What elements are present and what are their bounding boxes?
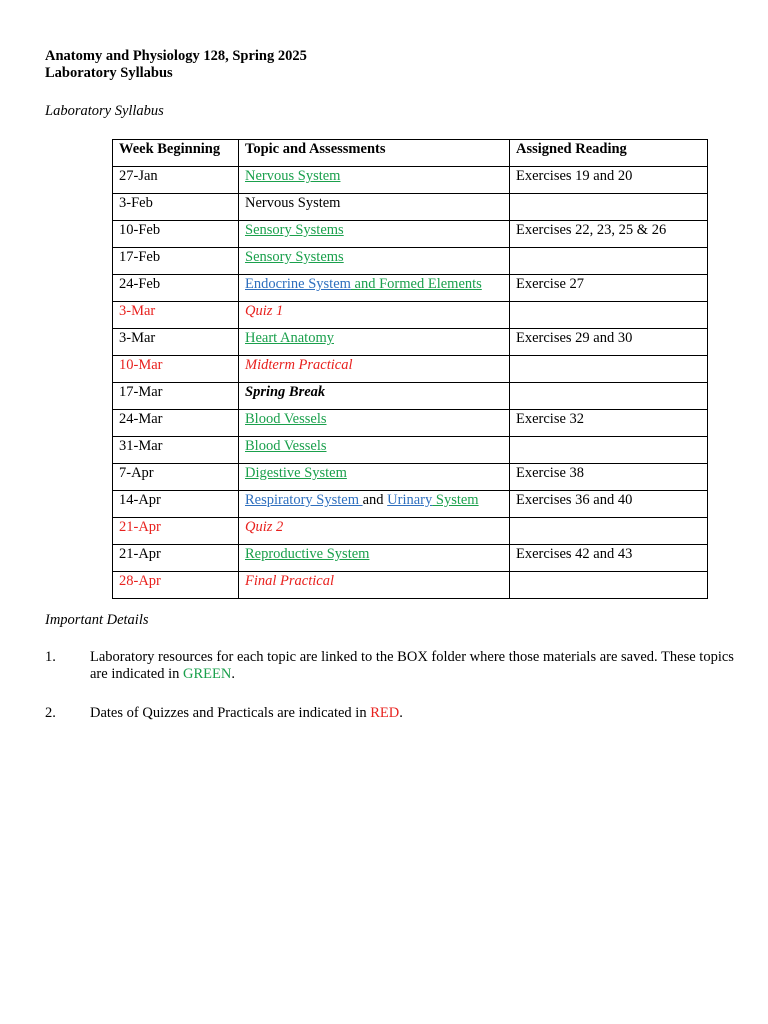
topic-link[interactable]: Blood Vessels	[245, 438, 327, 454]
week-cell: 24-Mar	[113, 410, 239, 437]
table-row	[113, 329, 708, 356]
week-cell: 28-Apr	[113, 572, 239, 599]
reading-cell	[510, 383, 708, 410]
table-row	[113, 572, 708, 599]
red-keyword: RED	[370, 705, 400, 721]
reading-cell: Exercises 19 and 20	[510, 167, 708, 194]
topic-cell: Quiz 1	[239, 302, 510, 329]
table-header-row	[113, 140, 708, 167]
topic-link-urinary[interactable]: Urinary	[387, 492, 433, 508]
week-cell: 21-Apr	[113, 518, 239, 545]
week-cell: 7-Apr	[113, 464, 239, 491]
column-header-reading: Assigned Reading	[510, 140, 708, 167]
week-cell: 3-Feb	[113, 194, 239, 221]
reading-cell: Exercises 36 and 40	[510, 491, 708, 518]
topic-cell	[239, 410, 510, 437]
topic-cell: Midterm Practical	[239, 356, 510, 383]
list-item	[45, 705, 735, 722]
details-title: Important Details	[45, 612, 149, 628]
topic-connector: and	[362, 492, 388, 508]
topic-cell	[239, 248, 510, 275]
topic-link[interactable]: Blood Vessels	[245, 411, 327, 427]
table-row	[113, 437, 708, 464]
topic-link-urinary-system[interactable]: System	[432, 492, 479, 508]
topic-link-formed-elements[interactable]: and Formed Elements	[350, 276, 482, 292]
list-item	[45, 649, 735, 683]
topic-cell	[239, 464, 510, 491]
reading-cell	[510, 437, 708, 464]
column-header-week: Week Beginning	[113, 140, 239, 167]
table-row	[113, 302, 708, 329]
reading-cell	[510, 302, 708, 329]
week-cell: 17-Mar	[113, 383, 239, 410]
topic-cell: Quiz 2	[239, 518, 510, 545]
reading-cell	[510, 518, 708, 545]
topic-link[interactable]: Heart Anatomy	[245, 330, 334, 346]
reading-cell: Exercises 42 and 43	[510, 545, 708, 572]
week-cell: 21-Apr	[113, 545, 239, 572]
table-row	[113, 275, 708, 302]
list-text: Laboratory resources for each topic are linked to the BOX folder where those materials are saved. These topics are indicated in GREEN.	[90, 649, 734, 682]
reading-cell	[510, 572, 708, 599]
week-cell: 10-Feb	[113, 221, 239, 248]
table-row	[113, 383, 708, 410]
document-subtitle: Laboratory Syllabus	[45, 65, 173, 81]
syllabus-table	[112, 139, 708, 599]
course-title: Anatomy and Physiology 128, Spring 2025	[45, 48, 307, 64]
topic-cell	[239, 491, 510, 518]
topic-link-respiratory[interactable]: Respiratory System	[245, 492, 363, 508]
week-cell: 31-Mar	[113, 437, 239, 464]
reading-cell: Exercise 38	[510, 464, 708, 491]
week-cell: 14-Apr	[113, 491, 239, 518]
reading-cell	[510, 356, 708, 383]
topic-cell: Nervous System	[239, 194, 510, 221]
list-number: 2.	[45, 705, 56, 721]
table-row	[113, 464, 708, 491]
table-row	[113, 491, 708, 518]
table-row	[113, 221, 708, 248]
week-cell: 3-Mar	[113, 302, 239, 329]
topic-cell: Final Practical	[239, 572, 510, 599]
topic-cell	[239, 221, 510, 248]
list-text: Dates of Quizzes and Practicals are indicated in RED.	[90, 705, 403, 721]
topic-link[interactable]: Reproductive System	[245, 546, 370, 562]
topic-link[interactable]: Sensory Systems	[245, 222, 344, 238]
topic-link[interactable]: Digestive System	[245, 465, 347, 481]
week-cell: 3-Mar	[113, 329, 239, 356]
table-row	[113, 194, 708, 221]
week-cell: 24-Feb	[113, 275, 239, 302]
topic-cell	[239, 545, 510, 572]
week-cell: 17-Feb	[113, 248, 239, 275]
table-row	[113, 167, 708, 194]
table-row	[113, 518, 708, 545]
topic-cell	[239, 329, 510, 356]
topic-cell	[239, 437, 510, 464]
week-cell: 10-Mar	[113, 356, 239, 383]
topic-cell	[239, 167, 510, 194]
column-header-topic: Topic and Assessments	[239, 140, 510, 167]
topic-link[interactable]: Sensory Systems	[245, 249, 344, 265]
section-title: Laboratory Syllabus	[45, 103, 164, 119]
topic-cell: Spring Break	[239, 383, 510, 410]
reading-cell: Exercises 22, 23, 25 & 26	[510, 221, 708, 248]
topic-cell	[239, 275, 510, 302]
reading-cell: Exercises 29 and 30	[510, 329, 708, 356]
green-keyword: GREEN	[183, 666, 232, 682]
document-header	[45, 48, 307, 82]
week-cell: 27-Jan	[113, 167, 239, 194]
table-row	[113, 248, 708, 275]
reading-cell: Exercise 27	[510, 275, 708, 302]
reading-cell	[510, 194, 708, 221]
table-row	[113, 410, 708, 437]
topic-link[interactable]: Nervous System	[245, 168, 341, 184]
list-number: 1.	[45, 649, 56, 665]
topic-link-endocrine[interactable]: Endocrine System	[245, 276, 351, 292]
reading-cell	[510, 248, 708, 275]
reading-cell: Exercise 32	[510, 410, 708, 437]
table-row	[113, 545, 708, 572]
table-row	[113, 356, 708, 383]
